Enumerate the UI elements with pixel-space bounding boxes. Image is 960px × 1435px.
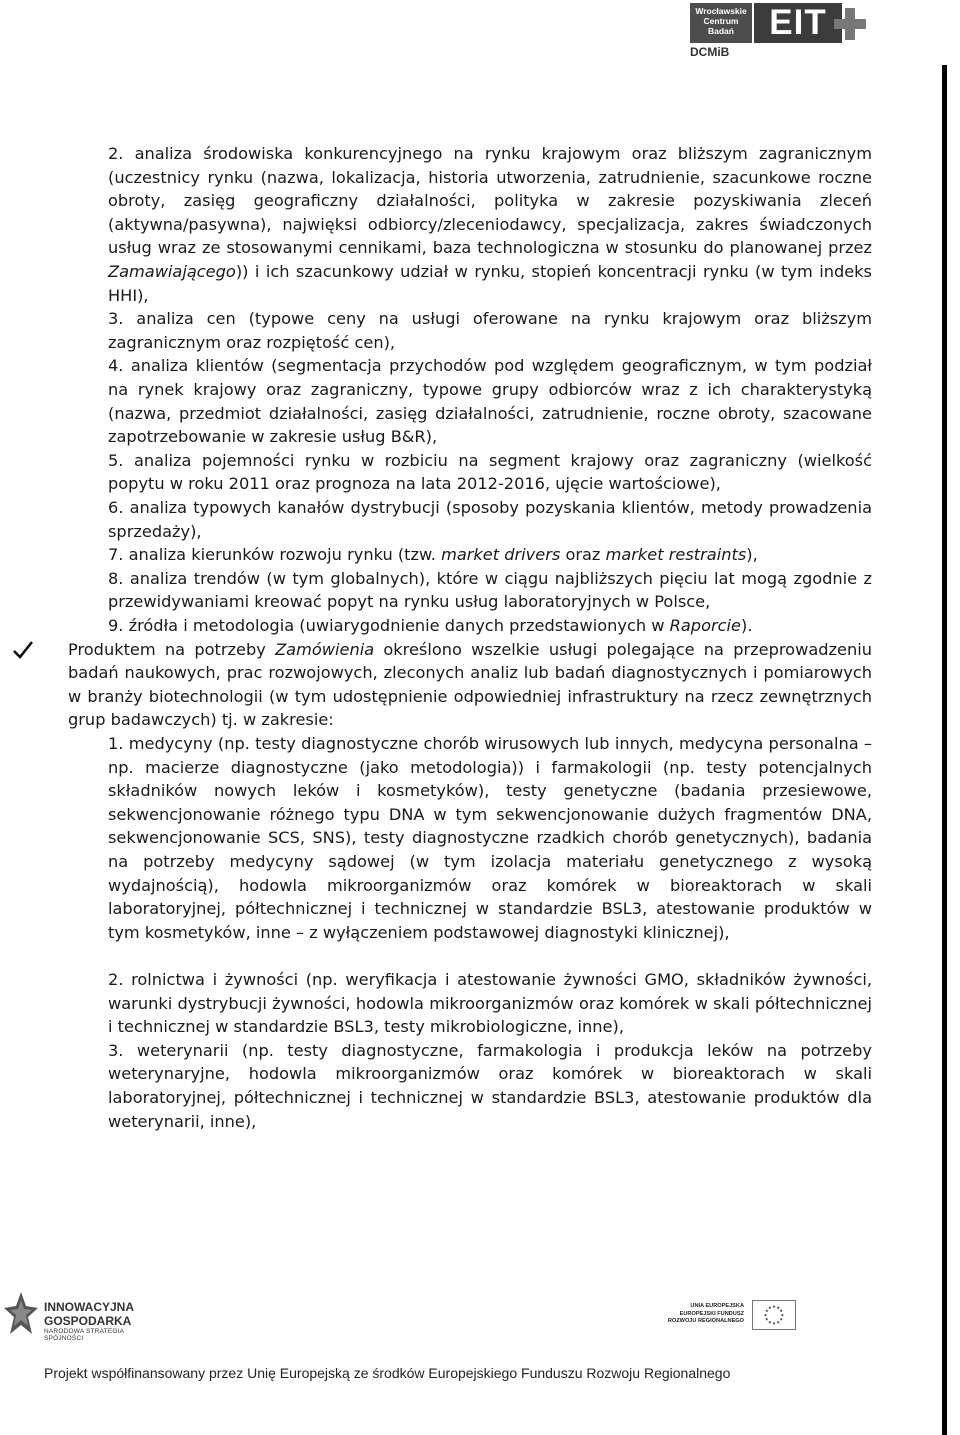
eit-logo (690, 3, 868, 65)
paragraph-text: 8. analiza trendów (w tym globalnych), które w ciągu najbliższych pięciu lat mogą zgodnie z przewidywaniami kreować popyt na rynku usług laboratoryjnych w Polsce, (108, 568, 872, 612)
numbered-paragraph (108, 496, 872, 543)
eu-line-3: ROZWOJU REGIONALNEGO (667, 1318, 744, 1324)
paragraph-text: 9. źródła i metodologia (uwiarygodnienie danych przedstawionych w (108, 616, 670, 635)
wcb-logo-block (690, 3, 752, 43)
paragraph-text: 4. analiza klientów (segmentacja przychodów pod względem geograficznym, w tym podział na rynek krajowy oraz zagraniczny, typowe grupy odbiorców wraz z ich charakterystyką (nazwa, przedmiot działalności, zasięg działalności, zatrudnienie, roczne obroty, szacowane zapotrzebowanie w zakresie usług B&R), (108, 356, 872, 447)
eu-star-icon (777, 1321, 779, 1323)
eu-logo (668, 1300, 796, 1336)
paragraph-text: 2. analiza środowiska konkurencyjnego na rynku krajowym oraz bliższym zagranicznym (uczestnicy rynku (nazwa, lokalizacja, historia utworzenia, zatrudnienie, szacunkowe roczne obroty, zasięg geograficzny działalności, polityka w zakresie pozyskiwania zleceń (aktywna/pasywna), najwięksi odbiorcy/zleceniodawcy, specjalizacja, zakres świadczonych usług wraz ze stosowanymi cennikami, baza technologiczna w stosunku do planowanej przez (108, 144, 872, 258)
eu-line-1: UNIA EUROPEJSKA (690, 1303, 744, 1309)
paragraph-text: 3. weterynarii (np. testy diagnostyczne, farmakologia i produkcja leków na potrzeby weterynaryjne, hodowla mikroorganizmów oraz komórek w bioreaktorach w skali laboratoryjnej, półtechnicznej i technicznej w standardzie BSL3, atestowanie produktów dla weterynarii, inne), (108, 1040, 872, 1131)
plus-icon (834, 8, 866, 40)
paragraph-text: 1. medycyny (np. testy diagnostyczne chorób wirusowych lub innych, medycyna personalna – np. macierze diagnostyczne (jako metodologia)) i farmakologii (np. testy potencjalnych składników nowych leków i kosmetyków), testy genetyczne (badania przesiewowe, sekwencjonowanie różnego typu DNA w tym sekwencjonowanie dużych fragmentów DNA, sekwencjonowanie SCS, SNS), testy diagnostyczne rzadkich chorób genetycznych), badania na potrzeby medycyny sądowej (w tym izolacja materiału genetycznego z wysoką wydajnością), hodowla mikroorganizmów oraz komórek w bioreaktorach w skali laboratoryjnej, półtechnicznej i technicznej w standardzie BSL3, atestowanie produktów w tym kosmetyków, inne – z wyłączeniem podstawowej diagnostyki klinicznej), (108, 734, 872, 942)
numbered-paragraph (108, 449, 872, 496)
eu-flag-icon (752, 1300, 796, 1330)
checkmark-icon (12, 639, 34, 661)
eu-star-icon (780, 1318, 782, 1320)
eu-star-icon (766, 1318, 768, 1320)
italic-text: Zamawiającego (108, 261, 236, 281)
italic-text: Raporcie (669, 616, 741, 635)
numbered-paragraph (108, 1039, 872, 1133)
italic-text: market restraints (605, 545, 747, 565)
numbered-paragraph (108, 142, 872, 307)
ig-title (44, 1300, 134, 1328)
eu-star-icon (773, 1322, 775, 1324)
eu-line-2: EUROPEJSKI FUNDUSZ (679, 1310, 744, 1317)
paragraph-text: Produktem na potrzeby (68, 639, 276, 659)
paragraph-text: 5. analiza pojemności rynku w rozbiciu na segment krajowy oraz zagraniczny (wielkość popytu w roku 2011 oraz prognoza na lata 2012-2016, ujęcie wartościowe), (108, 450, 872, 494)
ig-subtitle: NARODOWA STRATEGIA SPÓJNOŚCI (44, 1328, 124, 1342)
bullet-paragraph (68, 638, 872, 732)
numbered-paragraph (108, 732, 872, 944)
numbered-paragraph (108, 354, 872, 448)
eu-star-icon (764, 1314, 766, 1316)
innowacyjna-gospodarka-logo (4, 1290, 159, 1340)
paragraph-text: )) i ich szacunkowy udział w rynku, stopień koncentracji rynku (w tym indeks HHI), (108, 261, 872, 305)
ig-line-1: INNOWACYJNA (44, 1300, 135, 1314)
eu-star-icon (777, 1307, 779, 1309)
star-logo-icon (4, 1290, 38, 1338)
paragraph-text: 7. analiza kierunków rozwoju rynku (tzw. (108, 545, 442, 565)
paragraph-text: 6. analiza typowych kanałów dystrybucji (sposoby pozyskania klientów, metody prowadzenia sprzedaży), (108, 498, 872, 541)
paragraph-text: oraz (560, 545, 606, 565)
numbered-paragraph (108, 307, 872, 354)
logo-left-line-2: Centrum (703, 16, 739, 26)
numbered-paragraph (108, 614, 872, 638)
eu-star-icon (781, 1314, 783, 1316)
logo-left-line-3: Badań (708, 26, 734, 36)
paragraph-text: ). (741, 616, 753, 635)
italic-text: Zamówienia (275, 639, 375, 659)
paragraph-text: ), (746, 545, 758, 565)
paragraph-text: określono wszelkie usługi polegające na przeprowadzeniu badań naukowych, prac rozwojowych, zleconych analiz lub badań diagnostycznych i pomiarowych w branży biotechnologii (w tym udostępnienie odpowiedniej infrastruktury na rzecz zewnętrznych grup badawczych) tj. w zakresie: (68, 639, 872, 730)
logo-left-line-1: Wrocławskie (695, 6, 747, 16)
right-margin-bar (942, 65, 947, 1435)
eu-star-icon (766, 1310, 768, 1312)
italic-text: market drivers (441, 545, 561, 565)
logo-eit-text: EIT (754, 3, 842, 43)
eu-star-icon (780, 1310, 782, 1312)
paragraph-text: 3. analiza cen (typowe ceny na usługi oferowane na rynku krajowym oraz bliższym zagranicznym oraz rozpiętość cen), (108, 309, 872, 352)
numbered-paragraph (108, 543, 872, 567)
paragraph-text: 2. rolnictwa i żywności (np. weryfikacja i atestowanie żywności GMO, składników żywności, warunki dystrybucji żywności, hodowla mikroorganizmów oraz komórek w skali półtechnicznej i technicznej w standardzie BSL3, testy mikrobiologiczne, inne), (108, 970, 872, 1037)
eu-text (668, 1303, 744, 1326)
numbered-paragraph (108, 567, 872, 614)
project-cofinancing-note: Projekt współfinansowany przez Unię Europejską ze środków Europejskiego Funduszu Rozwoju Regionalnego (44, 1365, 731, 1381)
eu-star-icon (773, 1305, 775, 1307)
eu-star-icon (769, 1307, 771, 1309)
ig-line-2: GOSPODARKA (44, 1314, 132, 1328)
numbered-paragraph (108, 968, 872, 1039)
eu-star-icon (769, 1321, 771, 1323)
logo-subtitle: DCMiB (690, 45, 730, 59)
